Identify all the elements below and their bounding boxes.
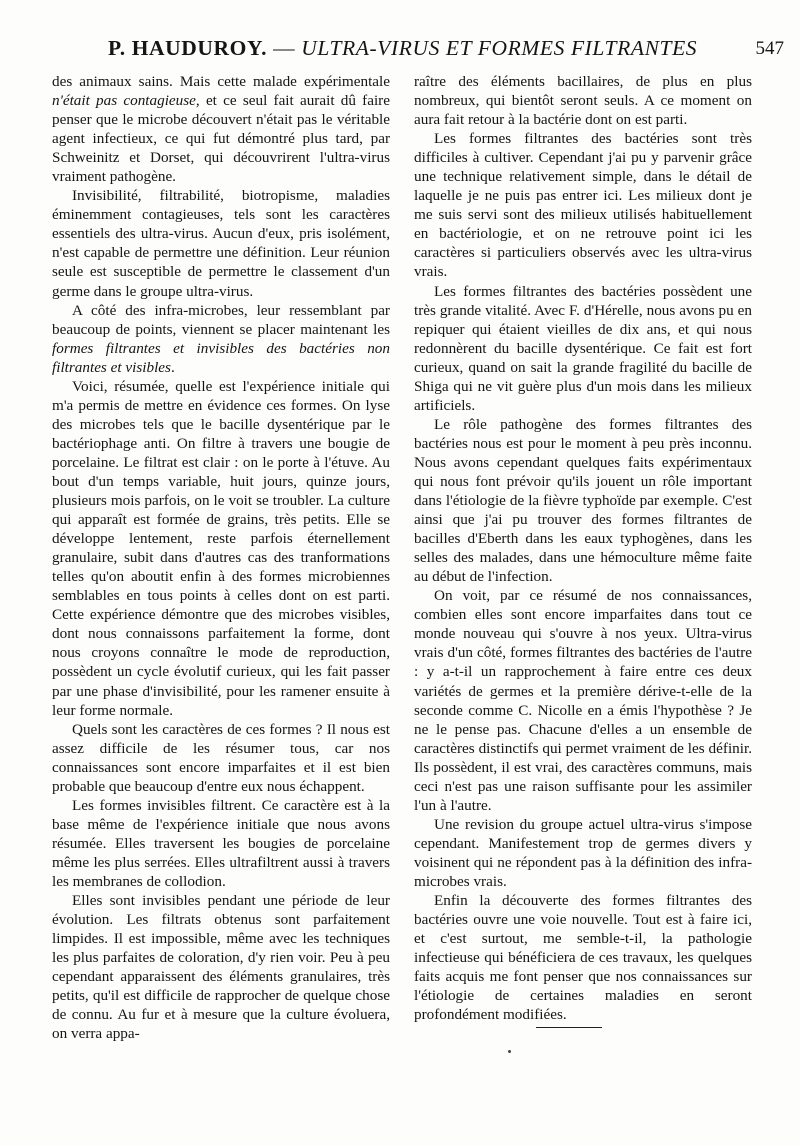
paragraph: Les formes filtrantes des bactéries possèdent une très grande vitalité. Avec F. d'Hérelle, nous avons pu en repiquer qui étaient vieilles de dix ans, et qui nous redonnèrent du bacille dysentérique. Ce fait est fort curieux, quand on sait la grande fragilité du bacille de Shiga qui ne vit guère plus d'un mois dans les milieux artificiels.: [414, 282, 752, 414]
paragraph: Les formes invisibles filtrent. Ce caractère est à la base même de l'expérience initiale que nous avons résumée. Elles traversent les bougies de porcelaine même les plus serrées. Elles ultrafiltrent aussi à travers les membranes de collodion.: [52, 796, 390, 890]
running-header: [60, 36, 784, 68]
end-rule: [536, 1027, 602, 1028]
paragraph: Les formes filtrantes des bactéries sont très difficiles à cultiver. Cependant j'ai pu y parvenir grâce une technique relativement simple, dans le détail de laquelle je ne puis pas entrer ici. Les milieux dont je me suis servi sont des milieux utilisés habituellement en bactériologie, et on ne retrouve point ici les caractères si particuliers observés avec les ultra-virus vrais.: [414, 130, 752, 281]
header-subtitle: ULTRA-VIRUS ET FORMES FILTRANTES: [301, 36, 698, 60]
paragraph: Quels sont les caractères de ces formes ? Il nous est assez difficile de les résumer tous, car nos connaissances sont encore imparfaites et il est bien probable que beaucoup d'entre eux nous échappent.: [52, 720, 390, 795]
paragraph: Une revision du groupe actuel ultra-virus s'impose cependant. Manifestement trop de germes divers y voisinent qui ne répondent pas à la définition des infra-microbes vrais.: [414, 815, 752, 890]
paragraph: Le rôle pathogène des formes filtrantes des bactéries nous est pour le moment à peu près inconnu. Nous avons cependant quelques faits expérimentaux qui nous font prévoir qu'ils jouent un rôle important dans l'étiologie de la fièvre typhoïde par exemple. C'est ainsi que j'ai pu trouver des formes filtrantes de bacilles d'Eberth dans les eaux typhogènes, dans les selles des malades, dans une hémoculture même faite au début de l'infection.: [414, 415, 752, 586]
paragraph: Elles sont invisibles pendant une période de leur évolution. Les filtrats obtenus sont parfaitement limpides. Il est impossible, même avec les techniques les plus parfaites de coloration, d'y rien voir. Peu à peu cependant apparaissent des éléments granulaires, très petits, qu'il est difficile de rapprocher de quelque chose de connu. Au fur et à mesure que la culture évoluera, on verra appa-: [52, 892, 390, 1043]
header-separator: —: [273, 36, 302, 60]
right-column: [414, 72, 752, 1024]
paragraph: On voit, par ce résumé de nos connaissances, combien elles sont encore imparfaites dans tout ce monde nouveau qui s'ouvre à nos yeux. Ultra-virus vrais d'un côté, formes filtrantes des bactéries de l'autre : y a-t-il un rapprochement à faire entre ces deux variétés de germes et la première dérive-t-elle de la seconde comme C. Nicolle en a émis l'hypothèse ? Je ne le pense pas. Chacune d'elles a un ensemble de caractères distinctifs qui permet vraiment de les définir. Ils possèdent, il est vrai, des caractères communs, mais ceci n'est pas une raison suffisante pour les assimiler l'un à l'autre.: [414, 587, 752, 814]
paragraph: des animaux sains. Mais cette malade expérimentale n'était pas contagieuse, et ce seul fait aurait dû faire penser que le microbe découvert n'était pas le véritable agent infectieux, ce qui fut démontré plus tard, par Schweinitz et Dorset, qui découvrirent l'ultra-virus vraiment pathogène.: [52, 73, 390, 186]
paragraph: A côté des infra-microbes, leur ressemblant par beaucoup de points, viennent se placer maintenant les formes filtrantes et invisibles des bactéries non filtrantes et visibles.: [52, 301, 390, 376]
header-author: P. HAUDUROY.: [108, 36, 268, 60]
header-title: [108, 36, 697, 61]
paragraph: Enfin la découverte des formes filtrantes des bactéries ouvre une voie nouvelle. Tout est à faire ici, et c'est surtout, me semble-t-il, la pathologie infectieuse qui bénéficiera de ces travaux, les quelques faits acquis me font penser que nos connaissances sur l'étiologie de certaines maladies en seront profondément modifiées.: [414, 892, 752, 1024]
paragraph: Invisibilité, filtrabilité, biotropisme, maladies éminemment contagieuses, tels sont les caractères essentiels des ultra-virus. Aucun d'eux, pris isolément, n'est capable de permettre une définition. Leur réunion seule est susceptible de permettre le classement d'un germe dans le groupe ultra-virus.: [52, 187, 390, 300]
paragraph: raître des éléments bacillaires, de plus en plus nombreux, qui bientôt seront seuls. A ce moment on aura fait retour à la bactérie dont on est parti.: [414, 73, 752, 129]
page-number: 547: [755, 38, 784, 59]
left-column: [52, 72, 390, 1043]
print-speck: [508, 1050, 511, 1053]
paragraph: Voici, résumée, quelle est l'expérience initiale qui m'a permis de mettre en évidence ces formes. On lyse des microbes tels que le bacille dysentérique par le bactériophage anti. On filtre à travers une bougie de porcelaine. Le filtrat est clair : on le porte à l'étuve. Au bout d'un temps variable, huit jours, quinze jours, plusieurs mois parfois, on le voit se troubler. La culture qui apparaît est formée de grains, très petits. Elle se développe lentement, reste parfois éternellement granulaire, subit dans d'autres cas des tranformations telles qu'on aboutit enfin à des formes microbiennes semblables en tous points à celles dont on est parti. Cette expérience démontre que des microbes visibles, dont nous connaissons parfaitement la forme, dont nous croyons connaître le mode de reproduction, possèdent un cycle évolutif curieux, qui les fait passer par une phase d'invisibilité, pour les ramener ensuite à leur forme normale.: [52, 377, 390, 719]
